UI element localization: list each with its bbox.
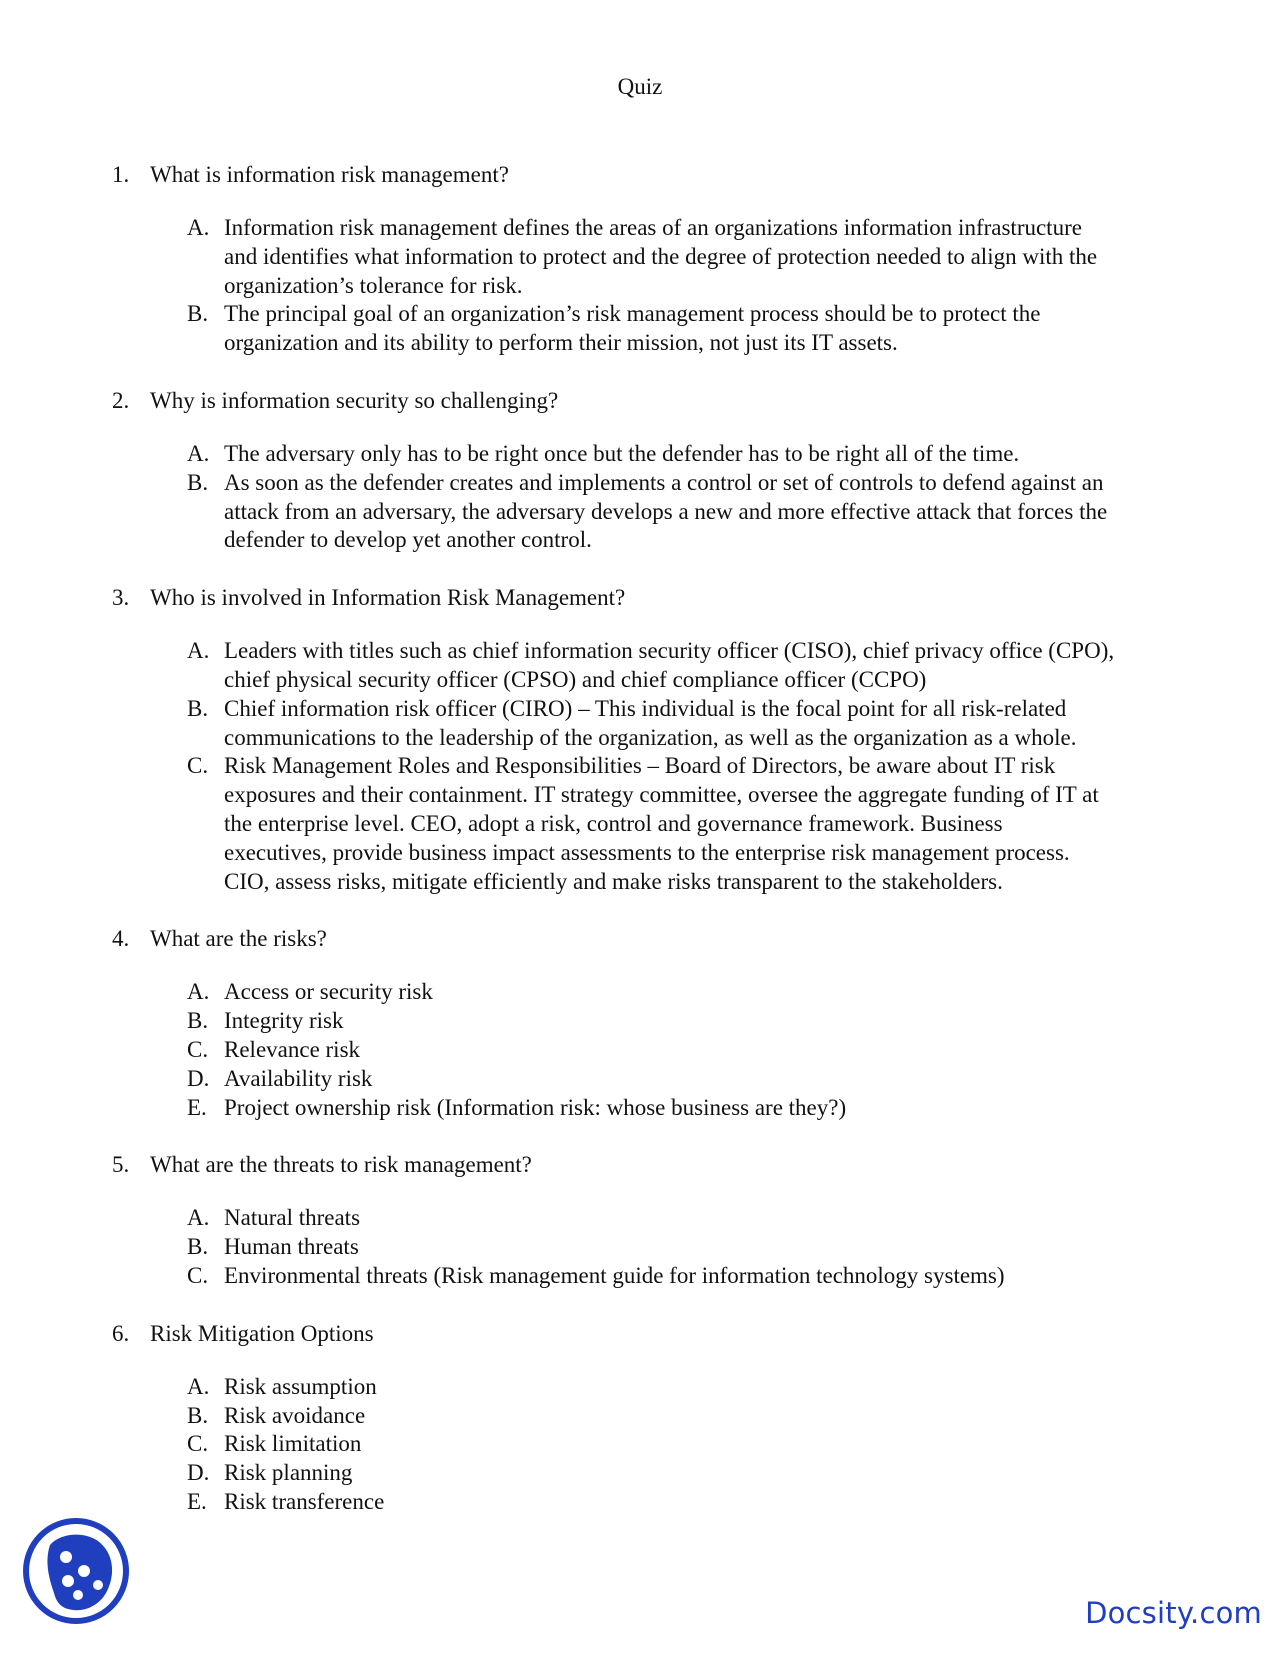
answer-item [0, 1204, 1280, 1233]
question-number: 2. [112, 387, 130, 413]
answer-letter: C. [187, 753, 209, 779]
answer-item [0, 752, 1280, 896]
question-text: Risk Mitigation Options [150, 1320, 374, 1346]
answer-text: Human threats [224, 1234, 359, 1260]
answer-item [0, 1373, 1280, 1402]
answer-text: Risk limitation [224, 1431, 362, 1457]
answer-text: Integrity risk [224, 1008, 344, 1034]
answer-letter: E. [187, 1488, 207, 1514]
answer-letter: B. [187, 1234, 209, 1260]
answer-text: Relevance risk [224, 1036, 361, 1062]
answer-letter: B. [187, 1402, 209, 1428]
answer-item [0, 1488, 1280, 1517]
answer-letter: A. [187, 979, 210, 1005]
question-row [0, 160, 1280, 190]
answer-letter: A. [187, 440, 210, 466]
answer-list [0, 1204, 1280, 1290]
answer-text: Risk avoidance [224, 1402, 366, 1428]
answer-item [0, 978, 1280, 1007]
answer-text: The principal goal of an organization’s risk management process should be to protect the organization and its ability to perform their mission, not just its IT assets. [224, 301, 1041, 356]
answer-item [0, 1262, 1280, 1291]
answer-list [0, 978, 1280, 1122]
question-text: Why is information security so challenging? [150, 387, 559, 413]
answer-text: Leaders with titles such as chief information security officer (CISO), chief privacy office (CPO), chief physical security officer (CPSO) and chief compliance officer (CCPO) [224, 638, 1115, 692]
question-row [0, 1319, 1280, 1349]
answer-letter: D. [187, 1460, 210, 1486]
answer-letter: B. [187, 695, 209, 721]
answer-item [0, 1094, 1280, 1123]
answer-text: As soon as the defender creates and implements a control or set of controls to defend against an attack from an adversary, the adversary develops a new and more effective attack that forces the defender to develop yet another control. [224, 469, 1108, 553]
question-row [0, 924, 1280, 954]
answer-letter: E. [187, 1094, 207, 1120]
quiz-question [0, 1150, 1280, 1290]
answer-item [0, 1430, 1280, 1459]
answer-text: Risk Management Roles and Responsibilities – Board of Directors, be aware about IT risk exposures and their containment. IT strategy committee, oversee the aggregate funding of IT at the enterprise level. CEO, adopt a risk, control and governance framework. Business executives, provide business impact assessments to the enterprise risk management process. CIO, assess risks, mitigate efficiently and make risks transparent to the stakeholders. [224, 753, 1099, 894]
answer-text: Chief information risk officer (CIRO) – This individual is the focal point for all risk-related communications to the leadership of the organization, as well as the organization as a whole. [224, 695, 1077, 750]
answer-letter: A. [187, 1373, 210, 1399]
question-number: 4. [112, 926, 130, 952]
answer-letter: B. [187, 469, 209, 495]
answer-item [0, 1036, 1280, 1065]
answer-letter: B. [187, 301, 209, 327]
answer-item [0, 469, 1280, 555]
answer-letter: C. [187, 1036, 209, 1062]
page-title: Quiz [617, 74, 663, 99]
answer-list [0, 637, 1280, 896]
question-number: 3. [112, 585, 130, 611]
answer-item [0, 300, 1280, 358]
answer-text: Access or security risk [224, 979, 433, 1005]
quiz-question [0, 386, 1280, 555]
quiz-question [0, 160, 1280, 358]
quiz-question [0, 1319, 1280, 1517]
answer-letter: A. [187, 215, 210, 240]
answer-item [0, 1402, 1280, 1431]
question-number: 1. [112, 162, 130, 187]
question-text: Who is involved in Information Risk Management? [150, 585, 626, 611]
question-row [0, 1150, 1280, 1180]
answer-letter: B. [187, 1008, 209, 1034]
answer-text: Risk assumption [224, 1373, 377, 1399]
question-row [0, 386, 1280, 416]
answer-letter: C. [187, 1262, 209, 1288]
answer-item [0, 1233, 1280, 1262]
answer-list [0, 440, 1280, 555]
answer-text: The adversary only has to be right once but the defender has to be right all of the time. [224, 440, 1020, 466]
answer-item [0, 1459, 1280, 1488]
answer-text: Natural threats [224, 1205, 361, 1231]
answer-text: Risk transference [224, 1488, 385, 1514]
question-number: 5. [112, 1152, 130, 1178]
quiz-question [0, 583, 1280, 896]
answer-item [0, 1065, 1280, 1094]
question-text: What are the risks? [150, 926, 327, 952]
answer-letter: D. [187, 1065, 210, 1091]
answer-item [0, 1007, 1280, 1036]
answer-letter: A. [187, 1205, 210, 1231]
docsity-logo-icon[interactable] [20, 1515, 132, 1627]
answer-text: Environmental threats (Risk management guide for information technology systems) [224, 1262, 1005, 1288]
answer-item [0, 214, 1280, 300]
answer-item [0, 637, 1280, 695]
answer-item [0, 695, 1280, 753]
answer-text: Project ownership risk (Information risk: whose business are they?) [224, 1094, 847, 1120]
answer-list [0, 1373, 1280, 1517]
answer-list [0, 214, 1280, 358]
answer-text: Risk planning [224, 1460, 353, 1486]
question-row [0, 583, 1280, 613]
question-text: What are the threats to risk management? [150, 1152, 532, 1178]
question-number: 6. [112, 1320, 130, 1346]
docsity-watermark[interactable]: Docsity.com [1085, 1596, 1262, 1630]
question-text: What is information risk management? [150, 162, 509, 187]
answer-item [0, 440, 1280, 469]
quiz-content [0, 160, 1280, 1545]
answer-text: Information risk management defines the areas of an organizations information infrastructure and identifies what information to protect and the degree of protection needed to align with the organization’s tolerance for risk. [224, 215, 1098, 298]
answer-letter: A. [187, 638, 210, 664]
answer-letter: C. [187, 1431, 209, 1457]
quiz-question [0, 924, 1280, 1122]
answer-text: Availability risk [224, 1065, 373, 1091]
